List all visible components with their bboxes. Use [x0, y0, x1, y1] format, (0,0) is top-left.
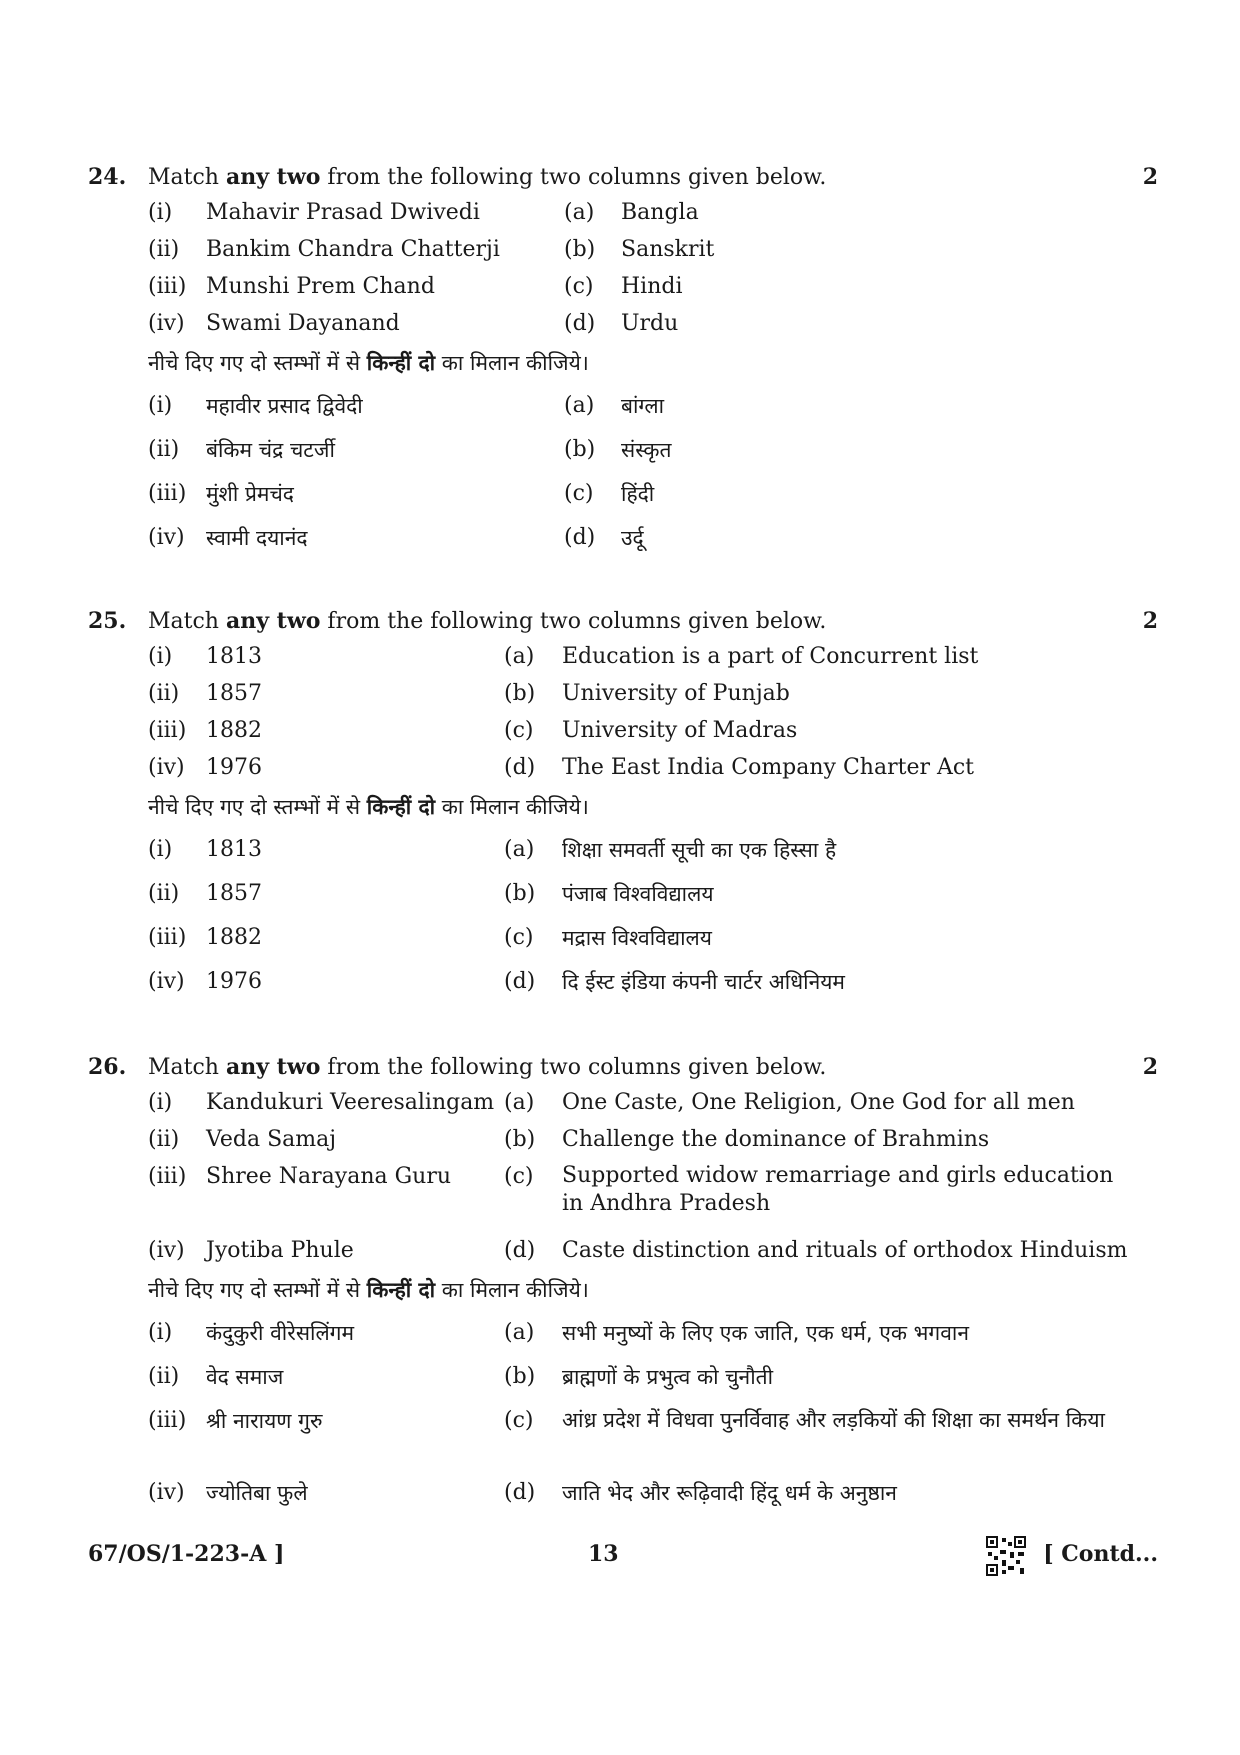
english-row [88, 675, 1158, 712]
row-num: (i) [148, 644, 173, 669]
question-header [88, 160, 1158, 194]
right-item: मद्रास विश्वविद्यालय [562, 926, 712, 950]
row-num: (iii) [148, 718, 187, 743]
hindi-row [88, 1471, 1158, 1515]
right-item: One Caste, One Religion, One God for all men [562, 1090, 1075, 1115]
english-row [88, 638, 1158, 675]
row-letter: (b) [504, 1127, 536, 1152]
continued-label: [ Contd... [1043, 1541, 1158, 1567]
left-item: महावीर प्रसाद द्विवेदी [206, 394, 363, 418]
row-letter: (c) [504, 1408, 534, 1433]
left-item: 1882 [206, 925, 262, 950]
right-item: The East India Company Charter Act [562, 755, 975, 780]
english-row [88, 749, 1158, 786]
row-letter: (c) [504, 1164, 534, 1189]
row-letter: (a) [504, 1090, 535, 1115]
left-item: 1976 [206, 755, 262, 780]
page-footer [88, 1534, 1158, 1574]
left-item: Shree Narayana Guru [206, 1164, 452, 1189]
english-row [88, 231, 1158, 268]
row-letter: (a) [504, 1320, 535, 1345]
row-letter: (a) [564, 200, 595, 225]
hindi-instruction-pre: नीचे दिए गए दो स्तम्भों में से [148, 795, 367, 819]
hindi-instruction-bold: किन्हीं दो [366, 351, 436, 375]
row-num: (iv) [148, 525, 185, 550]
hindi-instruction-post: का मिलान कीजिये। [435, 1278, 589, 1302]
left-item: 1813 [206, 644, 262, 669]
right-item: संस्कृत [621, 438, 672, 462]
hindi-row [88, 960, 1158, 1004]
english-row [88, 1084, 1158, 1121]
instruction-pre: Match [148, 1055, 226, 1080]
question-text [148, 604, 826, 639]
left-item: मुंशी प्रेमचंद [206, 482, 294, 506]
english-row [88, 1121, 1158, 1158]
row-letter: (a) [564, 393, 595, 418]
row-letter: (b) [564, 437, 596, 462]
row-num: (i) [148, 837, 173, 862]
row-num: (ii) [148, 1364, 180, 1389]
question-24 [88, 160, 1158, 560]
row-letter: (d) [564, 525, 596, 550]
row-letter: (d) [504, 1238, 536, 1263]
right-item: हिंदी [621, 482, 655, 506]
right-item: दि ईस्ट इंडिया कंपनी चार्टर अधिनियम [562, 970, 845, 994]
row-num: (i) [148, 1090, 173, 1115]
left-item: 1857 [206, 881, 262, 906]
row-letter: (b) [504, 881, 536, 906]
hindi-instruction-post: का मिलान कीजिये। [435, 795, 589, 819]
left-item: Veda Samaj [206, 1127, 337, 1152]
question-25 [88, 604, 1158, 1004]
english-row [88, 1232, 1158, 1269]
row-num: (iii) [148, 481, 187, 506]
right-item: सभी मनुष्यों के लिए एक जाति, एक धर्म, एक भगवान [562, 1321, 970, 1345]
row-letter: (d) [504, 1480, 536, 1505]
question-number: 25. [88, 608, 127, 634]
row-letter: (c) [504, 925, 534, 950]
instruction-post: from the following two columns given below. [320, 1055, 827, 1080]
right-item: जाति भेद और रूढ़िवादी हिंदू धर्म के अनुष्ठान [562, 1481, 897, 1505]
row-letter: (a) [504, 644, 535, 669]
hindi-instruction-bold: किन्हीं दो [366, 1278, 436, 1302]
right-item: ब्राह्मणों के प्रभुत्व को चुनौती [562, 1365, 774, 1389]
right-item: उर्दू [621, 526, 644, 550]
left-item: श्री नारायण गुरु [206, 1409, 323, 1433]
instruction-post: from the following two columns given below. [320, 165, 827, 190]
right-item: Bangla [621, 200, 699, 225]
row-letter: (c) [564, 274, 594, 299]
row-letter: (d) [504, 755, 536, 780]
hindi-row [88, 384, 1158, 428]
row-letter: (a) [504, 837, 535, 862]
hindi-row [88, 872, 1158, 916]
row-num: (iv) [148, 1480, 185, 1505]
row-num: (iv) [148, 755, 185, 780]
left-item: Swami Dayanand [206, 311, 400, 336]
row-num: (ii) [148, 881, 180, 906]
left-item: 1882 [206, 718, 262, 743]
row-num: (iii) [148, 1164, 187, 1189]
row-num: (iv) [148, 1238, 185, 1263]
instruction-bold: any two [225, 608, 321, 634]
question-text [148, 1050, 826, 1085]
hindi-row [88, 1399, 1158, 1471]
left-item: 1857 [206, 681, 262, 706]
english-row [88, 268, 1158, 305]
right-item: Challenge the dominance of Brahmins [562, 1127, 990, 1152]
hindi-row [88, 472, 1158, 516]
hindi-instruction-pre: नीचे दिए गए दो स्तम्भों में से [148, 1278, 367, 1302]
right-item: पंजाब विश्वविद्यालय [562, 882, 714, 906]
right-item: Education is a part of Concurrent list [562, 644, 979, 669]
question-number: 24. [88, 164, 127, 190]
english-row [88, 1158, 1158, 1232]
row-num: (iii) [148, 925, 187, 950]
right-item: शिक्षा समवर्ती सूची का एक हिस्सा है [562, 838, 837, 862]
marks: 2 [1142, 164, 1158, 190]
row-letter: (d) [564, 311, 596, 336]
hindi-instruction [88, 1269, 1158, 1311]
row-num: (ii) [148, 681, 180, 706]
row-letter: (c) [564, 481, 594, 506]
row-num: (iii) [148, 1408, 187, 1433]
hindi-instruction-bold: किन्हीं दो [366, 795, 436, 819]
hindi-row [88, 516, 1158, 560]
row-num: (iv) [148, 311, 185, 336]
left-item: ज्योतिबा फुले [206, 1481, 308, 1505]
question-text [148, 160, 826, 195]
page-number: 13 [588, 1541, 619, 1567]
right-item: University of Punjab [562, 681, 790, 706]
right-item: Urdu [621, 311, 679, 336]
hindi-row [88, 1355, 1158, 1399]
right-item: University of Madras [562, 718, 798, 743]
marks: 2 [1142, 1054, 1158, 1080]
english-row [88, 194, 1158, 231]
row-letter: (b) [504, 681, 536, 706]
row-letter: (b) [564, 237, 596, 262]
qr-code-icon [986, 1536, 1026, 1576]
right-item: बांग्ला [621, 394, 665, 418]
english-row [88, 305, 1158, 342]
hindi-instruction-pre: नीचे दिए गए दो स्तम्भों में से [148, 351, 367, 375]
question-header [88, 604, 1158, 638]
row-letter: (b) [504, 1364, 536, 1389]
right-item: Caste distinction and rituals of orthodox Hinduism [562, 1238, 1128, 1263]
question-number: 26. [88, 1054, 127, 1080]
left-item: बंकिम चंद्र चटर्जी [206, 438, 335, 462]
question-header [88, 1050, 1158, 1084]
row-num: (ii) [148, 237, 180, 262]
row-num: (ii) [148, 437, 180, 462]
english-row [88, 712, 1158, 749]
paper-code: 67/OS/1-223-A ] [88, 1541, 285, 1567]
hindi-row [88, 916, 1158, 960]
left-item: Bankim Chandra Chatterji [206, 237, 500, 262]
instruction-bold: any two [225, 1054, 321, 1080]
left-item: स्वामी दयानंद [206, 526, 308, 550]
instruction-bold: any two [225, 164, 321, 190]
left-item: वेद समाज [206, 1365, 284, 1389]
row-num: (ii) [148, 1127, 180, 1152]
row-num: (i) [148, 1320, 173, 1345]
row-letter: (c) [504, 718, 534, 743]
question-26 [88, 1050, 1158, 1515]
instruction-pre: Match [148, 165, 226, 190]
right-item: Hindi [621, 274, 683, 299]
row-num: (iv) [148, 969, 185, 994]
instruction-pre: Match [148, 609, 226, 634]
left-item: Mahavir Prasad Dwivedi [206, 200, 480, 225]
row-num: (i) [148, 393, 173, 418]
right-item: Sanskrit [621, 237, 715, 262]
right-item: आंध्र प्रदेश में विधवा पुनर्विवाह और लड़कियों की शिक्षा का समर्थन किया [562, 1408, 1105, 1432]
marks: 2 [1142, 608, 1158, 634]
row-letter: (d) [504, 969, 536, 994]
left-item: कंदुकुरी वीरेसलिंगम [206, 1321, 355, 1345]
row-num: (iii) [148, 274, 187, 299]
left-item: Munshi Prem Chand [206, 274, 435, 299]
hindi-instruction [88, 342, 1158, 384]
row-num: (i) [148, 200, 173, 225]
hindi-instruction [88, 786, 1158, 828]
right-item: Supported widow remarriage and girls education in Andhra Pradesh [562, 1163, 1114, 1216]
left-item: 1813 [206, 837, 262, 862]
hindi-row [88, 428, 1158, 472]
hindi-row [88, 1311, 1158, 1355]
left-item: 1976 [206, 969, 262, 994]
left-item: Kandukuri Veeresalingam [206, 1090, 495, 1115]
instruction-post: from the following two columns given below. [320, 609, 827, 634]
left-item: Jyotiba Phule [206, 1238, 354, 1263]
hindi-row [88, 828, 1158, 872]
hindi-instruction-post: का मिलान कीजिये। [435, 351, 589, 375]
